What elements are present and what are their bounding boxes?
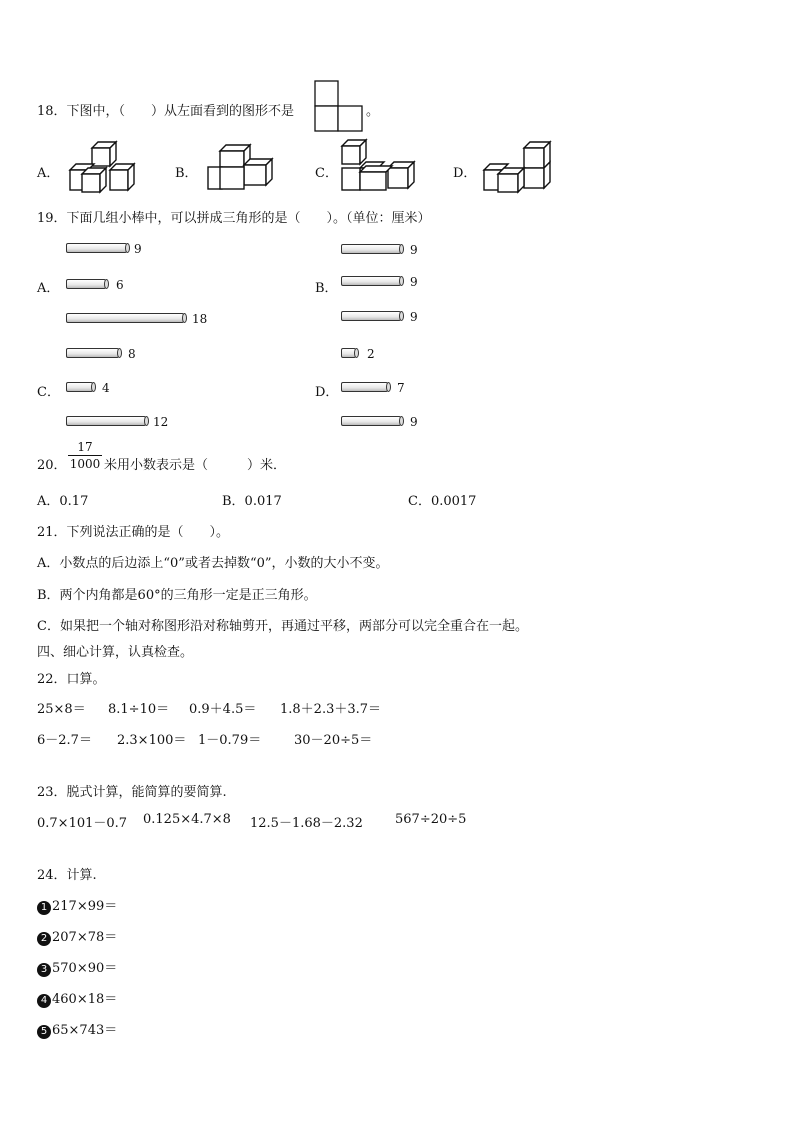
section-heading: 四、细心计算，认真检查。 — [37, 645, 194, 660]
q19-option-b[interactable]: B． — [315, 281, 338, 296]
q21-text — [37, 521, 229, 540]
q22-item: 25×8＝ — [37, 702, 86, 717]
q19-stem: 19．下面几组小棒中，可以拼成三角形的是（ ）。（单位：厘米） — [37, 211, 431, 226]
q19-b-stick-2-label: 9 — [410, 275, 418, 289]
q24-stem: 24．计算. — [37, 868, 97, 883]
q19-b-stick-1 — [341, 244, 401, 254]
q20-fraction-numerator: 17 — [68, 440, 102, 456]
q19-c-stick-2 — [66, 382, 93, 392]
q22-item: 1.8＋2.3＋3.7＝ — [280, 702, 382, 717]
q22-stem: 22．口算。 — [37, 672, 106, 687]
q21-option-b[interactable]: B．两个内角都是60°的三角形一定是正三角形。 — [37, 588, 317, 603]
q19-option-c[interactable]: C． — [37, 385, 60, 400]
q20-option-a[interactable]: A．0.17 — [37, 494, 89, 509]
q19-d-stick-2-label: 7 — [397, 381, 405, 395]
q19-a-stick-1-label: 9 — [134, 242, 142, 256]
q20-fraction-denominator: 1000 — [69, 457, 101, 471]
q19-c-stick-1 — [66, 348, 119, 358]
q18-option-b[interactable]: B． — [175, 166, 198, 181]
q21-stem: 21．下列说法正确的是（ ）。 — [37, 525, 230, 540]
q19-c-stick-3 — [66, 416, 146, 426]
q18-a-cubes-icon — [66, 140, 138, 196]
q24-expr: 570×90＝ — [52, 961, 118, 976]
q18-c-cubes-icon — [338, 138, 418, 194]
q19-d-stick-3 — [341, 416, 401, 426]
q24-expr: 217×99＝ — [52, 899, 118, 914]
q19-b-stick-3 — [341, 311, 401, 321]
q18-text — [37, 100, 294, 119]
q21-option-a[interactable]: A．小数点的后边添上“0”或者去掉数“0”，小数的大小不变。 — [37, 556, 389, 571]
q20-stem: 米用小数表示是（ ）米． — [104, 458, 287, 473]
q18-option-d[interactable]: D． — [453, 166, 477, 181]
circled-number-icon: 1 — [37, 901, 51, 915]
q23-item: 0.125×4.7×8 — [143, 812, 231, 827]
q19-c-stick-3-label: 12 — [153, 415, 169, 429]
q19-a-stick-2 — [66, 279, 106, 289]
q22-item: 1－0.79＝ — [198, 733, 262, 748]
q23-item: 12.5－1.68－2.32 — [250, 816, 363, 831]
q19-option-a[interactable]: A． — [37, 281, 60, 296]
q22-item: 2.3×100＝ — [117, 733, 187, 748]
q18-b-cubes-icon — [204, 143, 280, 193]
circled-number-icon: 5 — [37, 1025, 51, 1039]
q19-d-stick-1 — [341, 348, 356, 358]
q19-a-stick-3-label: 18 — [192, 312, 208, 326]
q22-item: 8.1÷10＝ — [108, 702, 170, 717]
q18-option-c[interactable]: C． — [315, 166, 338, 181]
q23-item: 567÷20÷5 — [395, 812, 467, 827]
q19-b-stick-2 — [341, 276, 401, 286]
q19-c-stick-1-label: 8 — [128, 347, 136, 361]
q21-option-c[interactable]: C．如果把一个轴对称图形沿对称轴剪开，再通过平移，两部分可以完全重合在一起。 — [37, 619, 528, 634]
q20-number: 20． — [37, 458, 67, 473]
q19-text — [37, 207, 431, 226]
q19-a-stick-1 — [66, 243, 127, 253]
q24-expr: 65×743＝ — [52, 1023, 118, 1038]
q19-a-stick-3 — [66, 313, 184, 323]
q19-b-stick-1-label: 9 — [410, 243, 418, 257]
q20-option-c[interactable]: C．0.0017 — [408, 494, 477, 509]
q20-option-b[interactable]: B．0.017 — [222, 494, 282, 509]
q24-item — [37, 957, 117, 977]
q24-item — [37, 926, 117, 946]
q19-a-stick-2-label: 6 — [116, 278, 124, 292]
q22-item: 0.9＋4.5＝ — [189, 702, 257, 717]
q18-left-view-icon — [314, 80, 364, 132]
q19-b-stick-3-label: 9 — [410, 310, 418, 324]
circled-number-icon: 3 — [37, 963, 51, 977]
q24-item — [37, 988, 117, 1008]
q22-item: 6－2.7＝ — [37, 733, 92, 748]
q18-d-cubes-icon — [480, 140, 556, 196]
q22-item: 30－20÷5＝ — [294, 733, 373, 748]
q18-end: 。 — [366, 104, 380, 119]
circled-number-icon: 2 — [37, 932, 51, 946]
q24-expr: 207×78＝ — [52, 930, 118, 945]
q19-c-stick-2-label: 4 — [102, 381, 110, 395]
q20-fraction — [68, 440, 102, 471]
q24-item — [37, 895, 117, 915]
q19-d-stick-3-label: 9 — [410, 415, 418, 429]
q23-stem: 23．脱式计算，能简算的要简算. — [37, 785, 227, 800]
q24-item — [37, 1019, 117, 1039]
q18-option-a[interactable]: A． — [37, 166, 60, 181]
q24-expr: 460×18＝ — [52, 992, 118, 1007]
q23-item: 0.7×101－0.7 — [37, 816, 128, 831]
q19-d-stick-1-label: 2 — [367, 347, 375, 361]
circled-number-icon: 4 — [37, 994, 51, 1008]
q18-stem: 18．下图中，（ ）从左面看到的图形不是 — [37, 104, 295, 119]
q19-option-d[interactable]: D． — [315, 385, 339, 400]
q19-d-stick-2 — [341, 382, 388, 392]
